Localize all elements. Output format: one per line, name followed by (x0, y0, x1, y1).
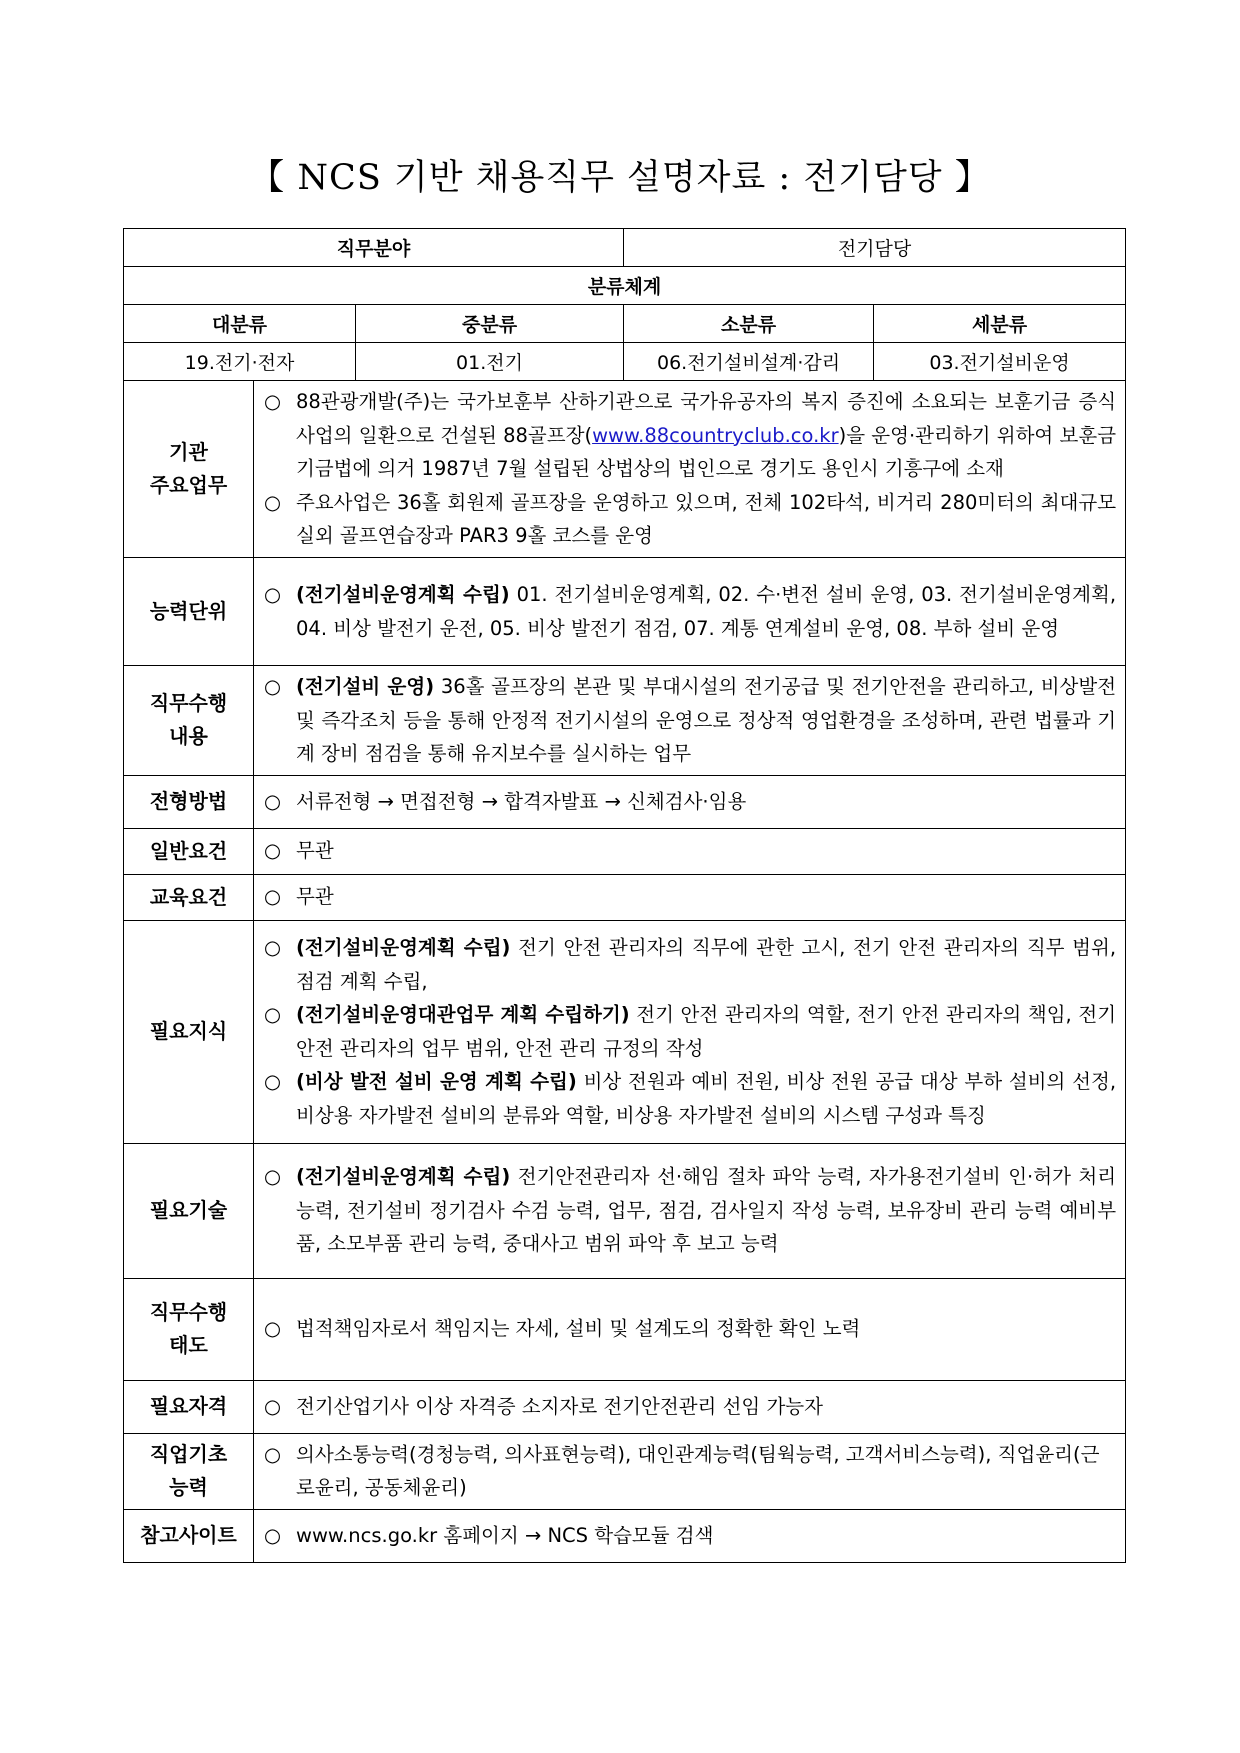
org-label-line1: 기관 (169, 440, 208, 464)
attitude-content: ○ 법적책임자로서 책임지는 자세, 설비 및 설계도의 정확한 확인 노력 (254, 1278, 1126, 1380)
ability-row (124, 558, 1126, 666)
golf-club-link[interactable]: www.88countryclub.co.kr (592, 423, 839, 447)
org-item-1: ○ 88관광개발(주)는 국가보훈부 산하기관으로 국가유공자의 복지 증진에 소요되는 보훈기금 증식사업의 일환으로 건설된 88골프장(www.88countryclub.co.kr)을 운영·관리하기 위하여 보훈금기금법에 의거 1987년 7월 설립된 상법상의 법인으로 경기도 용인시 기흥구에 소재 (264, 385, 1116, 486)
job-field-value: 전기담당 (624, 229, 1126, 267)
column-detail: 세분류 (874, 305, 1126, 343)
duty-label: 직무수행 내용 (124, 666, 254, 776)
column-major: 대분류 (124, 305, 356, 343)
bullet-icon: ○ (264, 583, 282, 606)
org-item-2: ○ 주요사업은 36홀 회원제 골프장을 운영하고 있으며, 전체 102타석, 비거리 280미터의 최대규모 실외 골프연습장과 PAR3 9홀 코스를 운영 (264, 486, 1116, 553)
knowledge-row (124, 920, 1126, 1143)
org-content (254, 381, 1126, 558)
attitude-label: 직무수행 태도 (124, 1278, 254, 1380)
general-row (124, 828, 1126, 874)
classification-columns-row (124, 305, 1126, 343)
process-content: ○ 서류전형 → 면접전형 → 합격자발표 → 신체검사·임용 (254, 775, 1126, 828)
knowledge-content (254, 920, 1126, 1143)
bullet-icon: ○ (264, 1394, 282, 1418)
bullet-icon: ○ (264, 490, 282, 514)
org-label (124, 381, 254, 558)
page-title: 【 NCS 기반 채용직무 설명자료 : 전기담당 】 (249, 158, 991, 198)
basic-label: 직업기초 능력 (124, 1433, 254, 1509)
education-row (124, 874, 1126, 920)
education-content: ○ 무관 (254, 874, 1126, 920)
duty-row (124, 666, 1126, 776)
value-detail: 03.전기설비운영 (874, 343, 1126, 381)
duty-content (254, 666, 1126, 776)
bullet-icon: ○ (264, 885, 282, 909)
bullet-icon: ○ (264, 936, 282, 959)
site-label: 참고사이트 (124, 1509, 254, 1562)
cert-content: ○ 전기산업기사 이상 자격증 소지자로 전기안전관리 선임 가능자 (254, 1380, 1126, 1433)
classification-header: 분류체계 (124, 267, 1126, 305)
org-row (124, 381, 1126, 558)
ability-item: ○ (전기설비운영계획 수립) 01. 전기설비운영계획, 02. 수·변전 설비 운영, 03. 전기설비운영계획, 04. 비상 발전기 운전, 05. 비상 발전기 점검, 07. 계통 연계설비 운영, 08. 부하 설비 운영 (264, 578, 1116, 645)
process-label: 전형방법 (124, 775, 254, 828)
skill-content (254, 1143, 1126, 1278)
general-label: 일반요건 (124, 828, 254, 874)
bullet-icon: ○ (264, 1070, 282, 1093)
bullet-icon: ○ (264, 1003, 282, 1026)
bullet-icon: ○ (264, 1442, 282, 1466)
bullet-icon: ○ (264, 1317, 282, 1341)
bullet-icon: ○ (264, 1165, 282, 1189)
skill-row (124, 1143, 1126, 1278)
knowledge-item-2: ○ (전기설비운영대관업무 계획 수립하기) 전기 안전 관리자의 역할, 전기 안전 관리자의 책임, 전기 안전 관리자의 업무 범위, 안전 관리 규정의 작성 (264, 998, 1116, 1065)
attitude-row (124, 1278, 1126, 1380)
value-minor: 06.전기설비설계·감리 (624, 343, 874, 381)
cert-row (124, 1380, 1126, 1433)
knowledge-item-3: ○ (비상 발전 설비 운영 계획 수립) 비상 전원과 예비 전원, 비상 전원 공급 대상 부하 설비의 선정, 비상용 자가발전 설비의 분류와 역할, 비상용 자가발전 설비의 시스템 구성과 특징 (264, 1065, 1116, 1132)
ability-label: 능력단위 (124, 558, 254, 666)
classification-values-row (124, 343, 1126, 381)
classification-header-row (124, 267, 1126, 305)
bullet-icon: ○ (264, 390, 282, 414)
cert-label: 필요자격 (124, 1380, 254, 1433)
bullet-icon: ○ (264, 1523, 282, 1547)
column-middle: 중분류 (356, 305, 624, 343)
knowledge-item-1: ○ (전기설비운영계획 수립) 전기 안전 관리자의 직무에 관한 고시, 전기 안전 관리자의 직무 범위, 점검 계획 수립, (264, 931, 1116, 998)
process-row (124, 775, 1126, 828)
site-content: ○ www.ncs.go.kr 홈페이지 → NCS 학습모듈 검색 (254, 1509, 1126, 1562)
knowledge-label: 필요지식 (124, 920, 254, 1143)
bullet-icon: ○ (264, 675, 282, 698)
skill-item: ○ (전기설비운영계획 수립) 전기안전관리자 선·해임 절차 파악 능력, 자가용전기설비 인·허가 처리 능력, 전기설비 정기검사 수검 능력, 업무, 점검, 검사일지 작성 능력, 보유장비 관리 능력 예비부품, 소모부품 관리 능력, 중대사고 범위 파악 후 보고 능력 (264, 1160, 1116, 1261)
job-field-label: 직무분야 (124, 229, 624, 267)
duty-item: ○ (전기설비 운영) 36홀 골프장의 본관 및 부대시설의 전기공급 및 전기안전을 관리하고, 비상발전 및 즉각조치 등을 통해 안정적 전기시설의 운영으로 정상적 영업환경을 조성하며, 관련 법률과 기계 장비 점검을 통해 유지보수를 실시하는 업무 (264, 670, 1116, 771)
value-middle: 01.전기 (356, 343, 624, 381)
general-content: ○ 무관 (254, 828, 1126, 874)
basic-row (124, 1433, 1126, 1509)
job-description-table (123, 228, 1126, 1563)
site-row (124, 1509, 1126, 1562)
bullet-icon: ○ (264, 789, 282, 813)
value-major: 19.전기·전자 (124, 343, 356, 381)
job-field-row (124, 229, 1126, 267)
ability-content (254, 558, 1126, 666)
education-label: 교육요건 (124, 874, 254, 920)
skill-label: 필요기술 (124, 1143, 254, 1278)
org-label-line2: 주요업무 (149, 473, 228, 497)
column-minor: 소분류 (624, 305, 874, 343)
bullet-icon: ○ (264, 839, 282, 863)
basic-content: ○ 의사소통능력(경청능력, 의사표현능력), 대인관계능력(팀웍능력, 고객서비스능력), 직업윤리(근로윤리, 공동체윤리) (254, 1433, 1126, 1509)
